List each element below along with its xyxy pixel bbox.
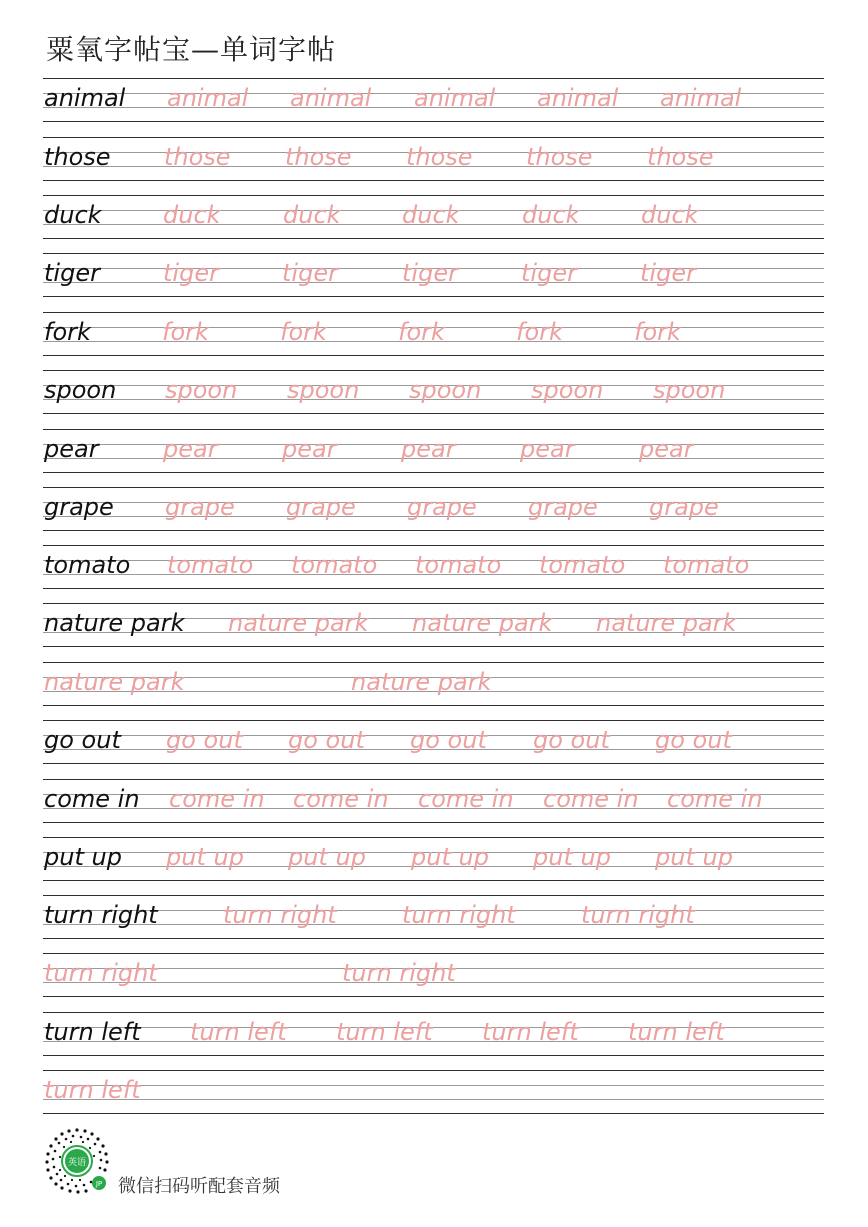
trace-word: those [164, 143, 231, 171]
trace-word: nature park [412, 609, 553, 637]
trace-word: duck [402, 201, 460, 229]
qr-badge-text: 英语 [67, 1158, 87, 1168]
ruling-line [43, 370, 824, 371]
trace-word: those [285, 143, 352, 171]
trace-word: go out [655, 726, 732, 754]
ruling-line [43, 837, 824, 838]
trace-word: turn left [336, 1018, 433, 1046]
trace-word: grape [528, 493, 598, 521]
trace-word: animal [537, 84, 619, 112]
trace-word: fork [516, 318, 563, 346]
ruling-line [43, 78, 824, 79]
trace-word: tiger [282, 259, 338, 287]
model-word: put up [44, 843, 122, 871]
trace-word: animal [167, 84, 249, 112]
trace-word: grape [649, 493, 719, 521]
ruling-line [43, 779, 824, 780]
wechat-qr-code[interactable] [42, 1126, 112, 1196]
practice-row-turn-left-cont [43, 1070, 824, 1114]
model-word: fork [44, 318, 91, 346]
ruling-line [43, 938, 824, 939]
trace-word: turn left [190, 1018, 287, 1046]
trace-word: turn left [44, 1076, 141, 1104]
trace-word: fork [634, 318, 681, 346]
trace-word: turn right [342, 959, 456, 987]
trace-word: go out [410, 726, 487, 754]
practice-row-put-up [43, 837, 824, 881]
trace-word: turn right [581, 901, 695, 929]
trace-word: pear [163, 435, 218, 463]
trace-word: pear [401, 435, 456, 463]
ruling-line [43, 603, 824, 604]
ruling-line [43, 763, 824, 764]
trace-word: go out [166, 726, 243, 754]
trace-word: nature park [351, 668, 492, 696]
ruling-line [43, 720, 824, 721]
ruling-line [43, 487, 824, 488]
model-word: pear [44, 435, 99, 463]
ruling-line [43, 195, 824, 196]
practice-row-turn-left [43, 1012, 824, 1056]
trace-word: put up [411, 843, 489, 871]
qr-code-icon [42, 1126, 112, 1196]
ruling-line [43, 355, 824, 356]
model-word: grape [44, 493, 114, 521]
practice-row-spoon [43, 370, 824, 414]
ruling-line [43, 588, 824, 589]
trace-word: duck [522, 201, 580, 229]
trace-word: come in [543, 785, 639, 813]
ruling-line [43, 880, 824, 881]
trace-word: come in [169, 785, 265, 813]
trace-word: grape [286, 493, 356, 521]
trace-word: spoon [165, 376, 238, 404]
trace-word: grape [407, 493, 477, 521]
trace-word: animal [290, 84, 372, 112]
trace-word: duck [163, 201, 221, 229]
footer-caption: 微信扫码听配套音频 [118, 1176, 280, 1197]
practice-row-tomato [43, 545, 824, 589]
trace-word: those [526, 143, 593, 171]
ruling-line [43, 545, 824, 546]
model-word: tomato [44, 551, 131, 579]
trace-word: tomato [539, 551, 626, 579]
trace-word: put up [166, 843, 244, 871]
ruling-line [43, 1055, 824, 1056]
trace-word: tiger [163, 259, 219, 287]
trace-word: put up [288, 843, 366, 871]
model-word: come in [44, 785, 140, 813]
practice-row-animal [43, 78, 824, 122]
trace-word: put up [655, 843, 733, 871]
ruling-line [43, 472, 824, 473]
practice-row-tiger [43, 253, 824, 297]
trace-word: spoon [531, 376, 604, 404]
model-word: duck [44, 201, 102, 229]
page-title: 粟氧字帖宝—单词字帖 [46, 33, 337, 66]
trace-word: come in [418, 785, 514, 813]
ruling-line [43, 121, 824, 122]
trace-word: fork [162, 318, 209, 346]
trace-word: nature park [596, 609, 737, 637]
trace-word: turn left [628, 1018, 725, 1046]
trace-word: grape [165, 493, 235, 521]
trace-word: nature park [228, 609, 369, 637]
practice-row-turn-right-cont [43, 953, 824, 997]
ruling-line [43, 705, 824, 706]
ruling-line [43, 296, 824, 297]
trace-word: come in [293, 785, 389, 813]
trace-word: tomato [663, 551, 750, 579]
trace-word: turn right [402, 901, 516, 929]
model-word: turn right [44, 901, 158, 929]
ruling-line [43, 312, 824, 313]
practice-row-grape [43, 487, 824, 531]
ruling-line [43, 180, 824, 181]
practice-row-fork [43, 312, 824, 356]
practice-row-pear [43, 429, 824, 473]
model-word: spoon [44, 376, 117, 404]
trace-word: turn left [482, 1018, 579, 1046]
ruling-line [43, 1099, 824, 1100]
trace-word: tiger [402, 259, 458, 287]
trace-word: put up [533, 843, 611, 871]
trace-word: pear [282, 435, 337, 463]
ruling-line [43, 238, 824, 239]
trace-word: go out [288, 726, 365, 754]
ruling-line [43, 822, 824, 823]
model-word: those [44, 143, 111, 171]
ruling-line [43, 953, 824, 954]
trace-word: spoon [287, 376, 360, 404]
ruling-line [43, 253, 824, 254]
ruling-line [43, 646, 824, 647]
practice-row-nature-park-cont [43, 662, 824, 706]
trace-word: nature park [44, 668, 185, 696]
practice-row-turn-right [43, 895, 824, 939]
trace-word: duck [283, 201, 341, 229]
ruling-line [43, 996, 824, 997]
trace-word: tomato [291, 551, 378, 579]
ruling-line [43, 1012, 824, 1013]
practice-row-those [43, 137, 824, 181]
ruling-line [43, 137, 824, 138]
ruling-line [43, 413, 824, 414]
ruling-line [43, 530, 824, 531]
trace-word: tomato [167, 551, 254, 579]
trace-word: tomato [415, 551, 502, 579]
ruling-line [43, 429, 824, 430]
ruling-line [43, 662, 824, 663]
practice-row-go-out [43, 720, 824, 764]
ruling-line [43, 1085, 824, 1086]
trace-word: fork [280, 318, 327, 346]
trace-word: animal [414, 84, 496, 112]
trace-word: duck [641, 201, 699, 229]
trace-word: tiger [640, 259, 696, 287]
ruling-line [43, 1070, 824, 1071]
trace-word: come in [667, 785, 763, 813]
trace-word: turn right [44, 959, 158, 987]
model-word: tiger [44, 259, 100, 287]
trace-word: go out [533, 726, 610, 754]
ruling-line [43, 1113, 824, 1114]
trace-word: spoon [409, 376, 482, 404]
trace-word: fork [398, 318, 445, 346]
model-word: go out [44, 726, 121, 754]
practice-row-come-in [43, 779, 824, 823]
trace-word: animal [660, 84, 742, 112]
trace-word: pear [520, 435, 575, 463]
model-word: animal [44, 84, 126, 112]
model-word: turn left [44, 1018, 141, 1046]
trace-word: those [647, 143, 714, 171]
trace-word: tiger [521, 259, 577, 287]
trace-word: pear [639, 435, 694, 463]
trace-word: turn right [223, 901, 337, 929]
practice-row-nature-park [43, 603, 824, 647]
qr-corner-badge: JP [95, 1180, 103, 1188]
trace-word: those [406, 143, 473, 171]
trace-word: spoon [653, 376, 726, 404]
model-word: nature park [44, 609, 185, 637]
ruling-line [43, 895, 824, 896]
practice-row-duck [43, 195, 824, 239]
